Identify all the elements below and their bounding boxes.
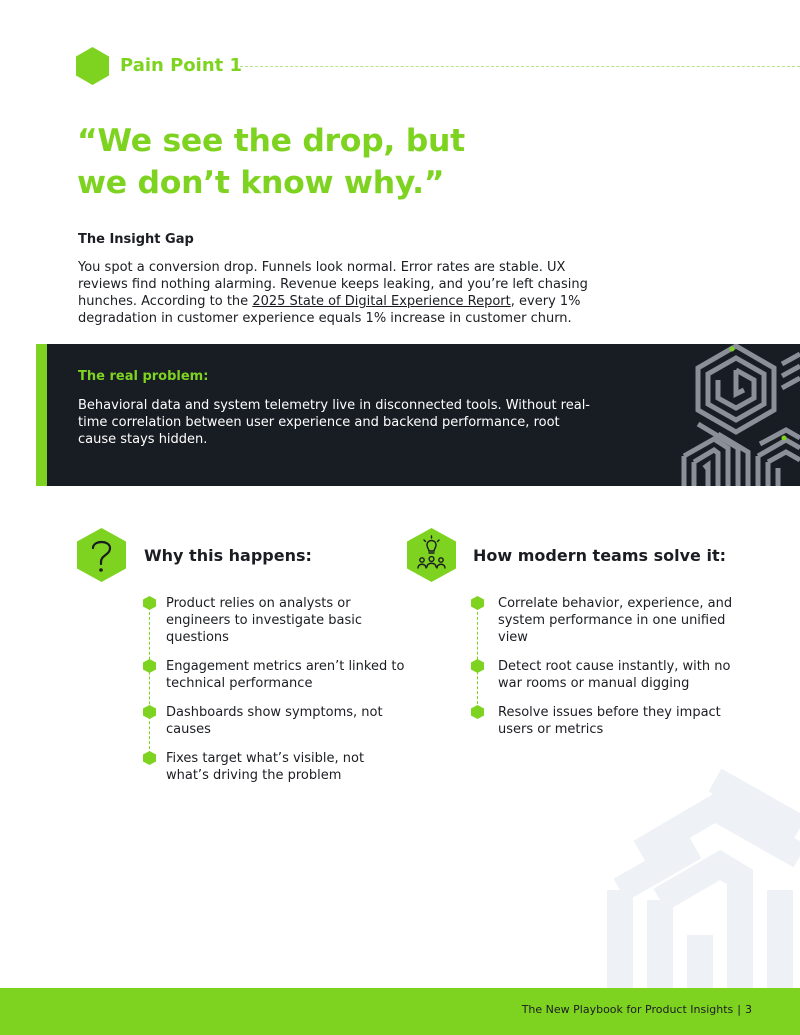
list-item: Dashboards show symptoms, not causes (166, 704, 406, 738)
how-list-connector (477, 602, 478, 714)
why-title: Why this happens: (144, 546, 312, 565)
hexagon-bullet-icon (143, 596, 156, 610)
hexagon-bullet-icon (143, 705, 156, 719)
insight-body-after: , every 1% degradation in customer experience equals 1% increase in customer churn. (78, 294, 581, 326)
watermark-hexagon-graphic (600, 760, 800, 990)
problem-body: Behavioral data and system telemetry live in disconnected tools. Without real-time correlation between user experience and backend performance, root cause stays hidden. (78, 398, 590, 447)
team-idea-icon (407, 528, 456, 582)
problem-band (36, 344, 800, 486)
hexagon-bullet-icon (471, 596, 484, 610)
list-item: Resolve issues before they impact users or metrics (498, 704, 748, 738)
header-divider (240, 66, 800, 67)
problem-title: The real problem: (78, 369, 209, 384)
insight-gap-title: The Insight Gap (78, 232, 194, 247)
headline-line-1: “We see the drop, but (77, 123, 465, 159)
footer-separator: | (737, 1003, 741, 1016)
why-list-connector (149, 602, 150, 764)
headline (77, 120, 465, 204)
list-item: Detect root cause instantly, with no war rooms or manual digging (498, 658, 748, 692)
pain-point-hexagon-icon (76, 47, 109, 85)
footer-bar (0, 988, 800, 1035)
footer-text (522, 1003, 752, 1016)
why-list (166, 595, 406, 796)
list-item: Fixes target what’s visible, not what’s driving the problem (166, 750, 406, 784)
insight-gap-body (78, 259, 598, 327)
footer-title: The New Playbook for Product Insights (521, 1003, 734, 1016)
report-link[interactable]: 2025 State of Digital Experience Report (252, 294, 511, 309)
headline-line-2: we don’t know why.” (77, 165, 445, 201)
list-item: Product relies on analysts or engineers to investigate basic questions (166, 595, 406, 646)
hexagon-bullet-icon (143, 659, 156, 673)
question-mark-icon (77, 528, 126, 582)
hexagon-bullet-icon (471, 705, 484, 719)
list-item: Correlate behavior, experience, and system performance in one unified view (498, 595, 748, 646)
insight-body-before: You spot a conversion drop. Funnels look normal. Error rates are stable. UX reviews find nothing alarming. Revenue keeps leaking, and you’re left chasing hunches. According to the (78, 260, 588, 309)
how-title: How modern teams solve it: (473, 546, 726, 565)
hexagon-bullet-icon (471, 659, 484, 673)
hexagon-bullet-icon (143, 751, 156, 765)
band-accent-bar (36, 344, 47, 486)
pain-point-label: Pain Point 1 (120, 55, 243, 76)
maze-hexagon-graphic (678, 344, 800, 486)
page-number: 3 (745, 1003, 752, 1016)
list-item: Engagement metrics aren’t linked to technical performance (166, 658, 406, 692)
how-list (498, 595, 748, 750)
